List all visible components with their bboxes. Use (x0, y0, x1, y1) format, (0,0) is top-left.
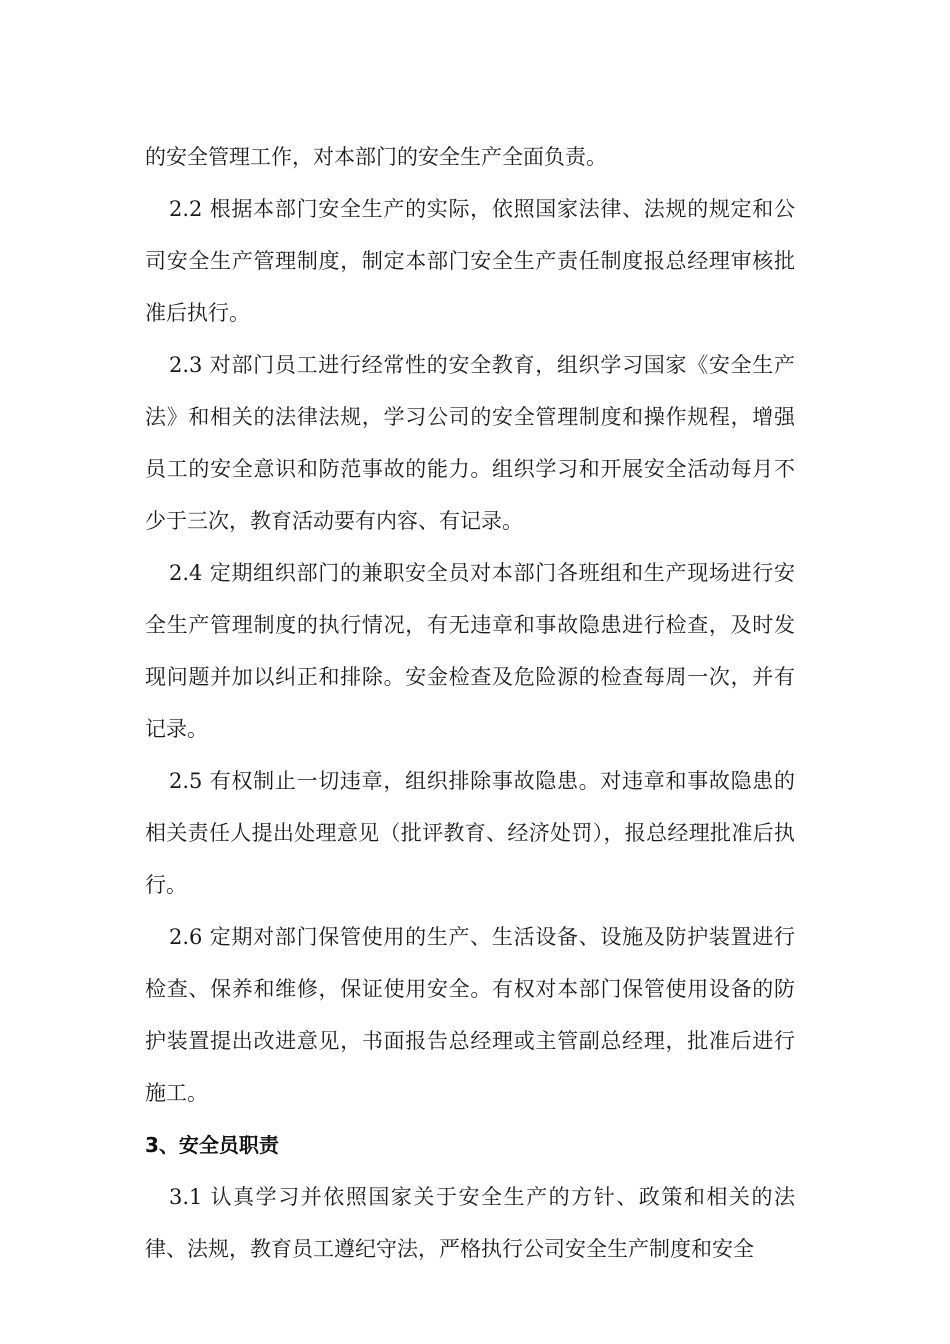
paragraph-3-1: 3.1 认真学习并依照国家关于安全生产的方针、政策和相关的法律、法规，教育员工遵纪守法，严格执行公司安全生产制度和安全 (145, 1185, 795, 1261)
paragraph-2-2: 2.2 根据本部门安全生产的实际，依照国家法律、法规的规定和公司安全生产管理制度，制定本部门安全生产责任制度报总经理审核批准后执行。 (145, 197, 795, 325)
paragraph-2-4: 2.4 定期组织部门的兼职安全员对本部门各班组和生产现场进行安全生产管理制度的执行情况，有无违章和事故隐患进行检查，及时发现问题并加以纠正和排除。安金检查及危险源的检查每周一次，并有记录。 (145, 561, 795, 741)
paragraph-2-3: 2.3 对部门员工进行经常性的安全教育，组织学习国家《安全生产法》和相关的法律法规，学习公司的安全管理制度和操作规程，增强员工的安全意识和防范事故的能力。组织学习和开展安全活动每月不少于三次，教育活动要有内容、有记录。 (145, 353, 795, 533)
paragraph-2-6: 2.6 定期对部门保管使用的生产、生活设备、设施及防护装置进行检查、保养和维修，保证使用安全。有权对本部门保管使用设备的防护装置提出改进意见，书面报告总经理或主管副总经理，批准后进行施工。 (145, 925, 795, 1105)
section-3-heading: 3、安全员职责 (145, 1133, 279, 1157)
paragraph-continuation: 的安全管理工作，对本部门的安全生产全面负责。 (145, 145, 607, 169)
document-body (145, 131, 795, 1275)
paragraph-2-5: 2.5 有权制止一切违章，组织排除事故隐患。对违章和事故隐患的相关责任人提出处理意见（批评教育、经济处罚），报总经理批准后执行。 (145, 769, 795, 897)
